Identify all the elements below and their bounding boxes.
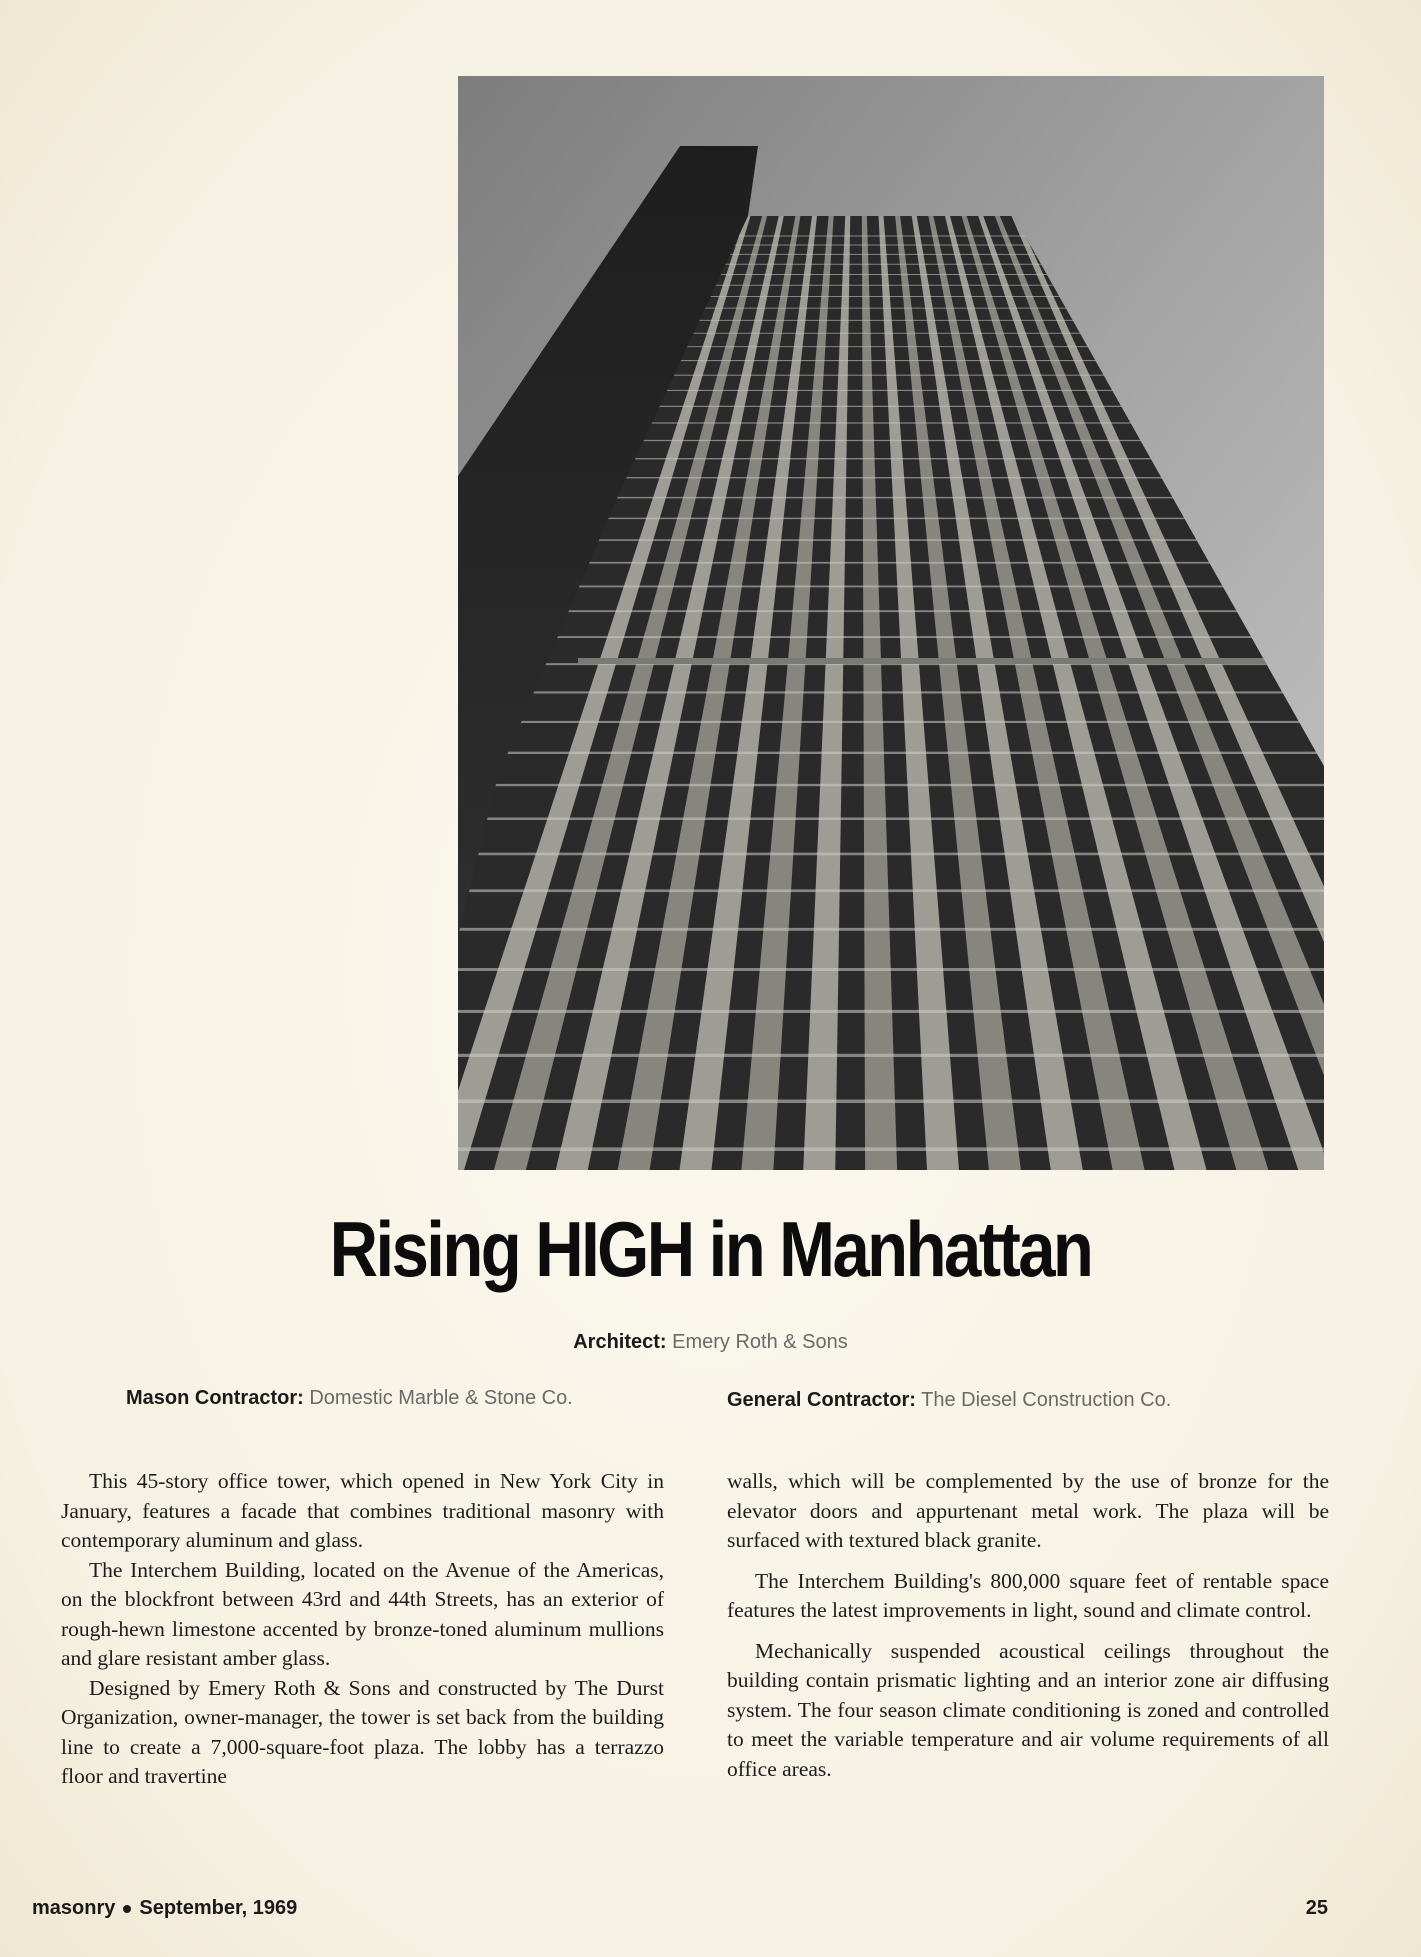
general-contractor-credit [727, 1389, 1171, 1412]
mason-contractor-credit [126, 1387, 573, 1410]
body-paragraph: Mechanically suspended acoustical ceilings throughout the building contain prismatic lighting and an interior zone air diffusing system. The four season climate conditioning is zoned and controlled to meet the variable temperature and air volume requirements of all office areas. [727, 1638, 1329, 1781]
building-photo [458, 76, 1324, 1170]
bullet-separator [123, 1905, 131, 1913]
body-paragraph: Designed by Emery Roth & Sons and constructed by The Durst Organization, owner-manager, the tower is set back from the building line to create a 7,000-square-foot plaza. The lobby has a terrazzo floor and travertine [61, 1675, 664, 1788]
article-column-right [727, 1467, 1329, 1795]
general-contractor-value: The Diesel Construction Co. [921, 1389, 1172, 1411]
publication-name: masonry [32, 1897, 116, 1919]
tower-illustration [458, 76, 1324, 1170]
body-paragraph: The Interchem Building, located on the Avenue of the Americas, on the blockfront between 43rd and 44th Streets, has an exterior of rough-hewn limestone accented by bronze-toned aluminum mullions and glare resistant amber glass. [61, 1557, 664, 1670]
footer-publication-line [32, 1897, 297, 1920]
issue-date: September, 1969 [139, 1897, 298, 1919]
general-contractor-label: General Contractor: [727, 1389, 916, 1411]
body-paragraph: walls, which will be complemented by the use of bronze for the elevator doors and appurtenant metal work. The plaza will be surfaced with textured black granite. [727, 1469, 1329, 1552]
mason-contractor-value: Domestic Marble & Stone Co. [309, 1387, 573, 1409]
body-paragraph: The Interchem Building's 800,000 square feet of rentable space features the latest improvements in light, sound and climate control. [727, 1568, 1329, 1622]
mason-contractor-label: Mason Contractor: [126, 1387, 304, 1409]
page-number: 25 [1305, 1897, 1328, 1919]
architect-label: Architect: [573, 1331, 667, 1353]
article-headline: Rising HIGH in Manhattan [329, 1205, 1092, 1293]
architect-credit [0, 1331, 1421, 1354]
body-paragraph: This 45-story office tower, which opened in New York City in January, features a facade that combines traditional masonry with contemporary aluminum and glass. [61, 1469, 664, 1552]
architect-value: Emery Roth & Sons [672, 1331, 848, 1353]
article-column-left [61, 1467, 664, 1792]
